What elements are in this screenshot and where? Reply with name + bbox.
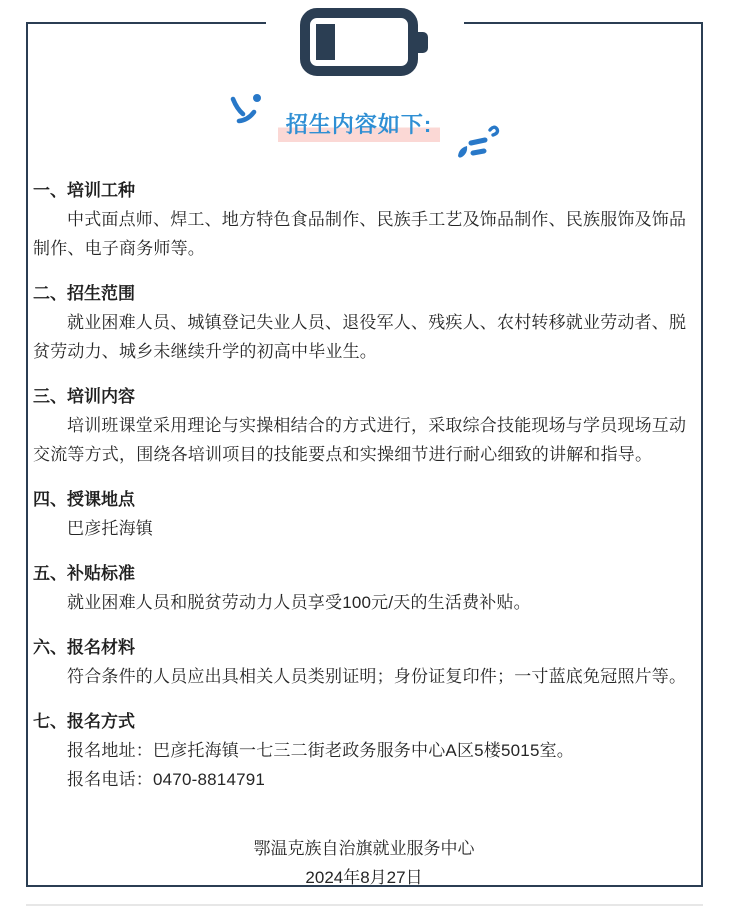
- section-title: 一、培训工种: [33, 181, 135, 200]
- section-paragraph: 报名地址：巴彦托海镇一七三二街老政务服务中心A区5楼5015室。: [67, 741, 575, 760]
- footer-date: 2024年8月27日: [305, 868, 423, 887]
- section-title: 七、报名方式: [33, 712, 135, 731]
- dash-doodle-icon: [454, 120, 502, 164]
- content-border-box: [26, 22, 703, 887]
- section-title: 六、报名材料: [33, 638, 135, 657]
- battery-icon-wrapper: [266, 8, 464, 76]
- section-title: 三、培训内容: [33, 387, 135, 406]
- sections-list: [33, 176, 695, 794]
- section-paragraph: 培训班课堂采用理论与实操相结合的方式进行，采取综合技能现场与学员现场互动交流等方式，围绕各培训项目的技能要点和实操细节进行耐心细致的讲解和指导。: [33, 416, 687, 464]
- section-paragraph: 报名电话：0470-8814791: [67, 770, 266, 789]
- section-paragraph: 符合条件的人员应出具相关人员类别证明；身份证复印件；一寸蓝底免冠照片等。: [67, 667, 687, 686]
- section: [33, 633, 695, 691]
- bottom-divider: [26, 904, 703, 906]
- sparkle-doodle-icon: [226, 90, 264, 130]
- section: [33, 559, 695, 617]
- section-title: 二、招生范围: [33, 284, 135, 303]
- section-paragraph: 就业困难人员、城镇登记失业人员、退役军人、残疾人、农村转移就业劳动者、脱贫劳动力、城乡未继续升学的初高中毕业生。: [33, 313, 687, 361]
- battery-low-icon: [300, 8, 430, 76]
- section: [33, 176, 695, 263]
- section-paragraph: 中式面点师、焊工、地方特色食品制作、民族手工艺及饰品制作、民族服饰及饰品制作、电子商务师等。: [33, 210, 687, 258]
- section: [33, 382, 695, 469]
- section-title: 四、授课地点: [33, 490, 135, 509]
- section-paragraph: 巴彦托海镇: [67, 519, 153, 538]
- section-title: 五、补贴标准: [33, 564, 135, 583]
- section: [33, 279, 695, 366]
- section: [33, 485, 695, 543]
- headline-row: [33, 104, 695, 148]
- footer: [33, 834, 695, 892]
- section: [33, 707, 695, 794]
- footer-organization: 鄂温克族自治旗就业服务中心: [253, 839, 475, 858]
- page-title: 招生内容如下:: [278, 109, 440, 143]
- section-paragraph: 就业困难人员和脱贫劳动力人员享受100元/天的生活费补贴。: [67, 593, 531, 612]
